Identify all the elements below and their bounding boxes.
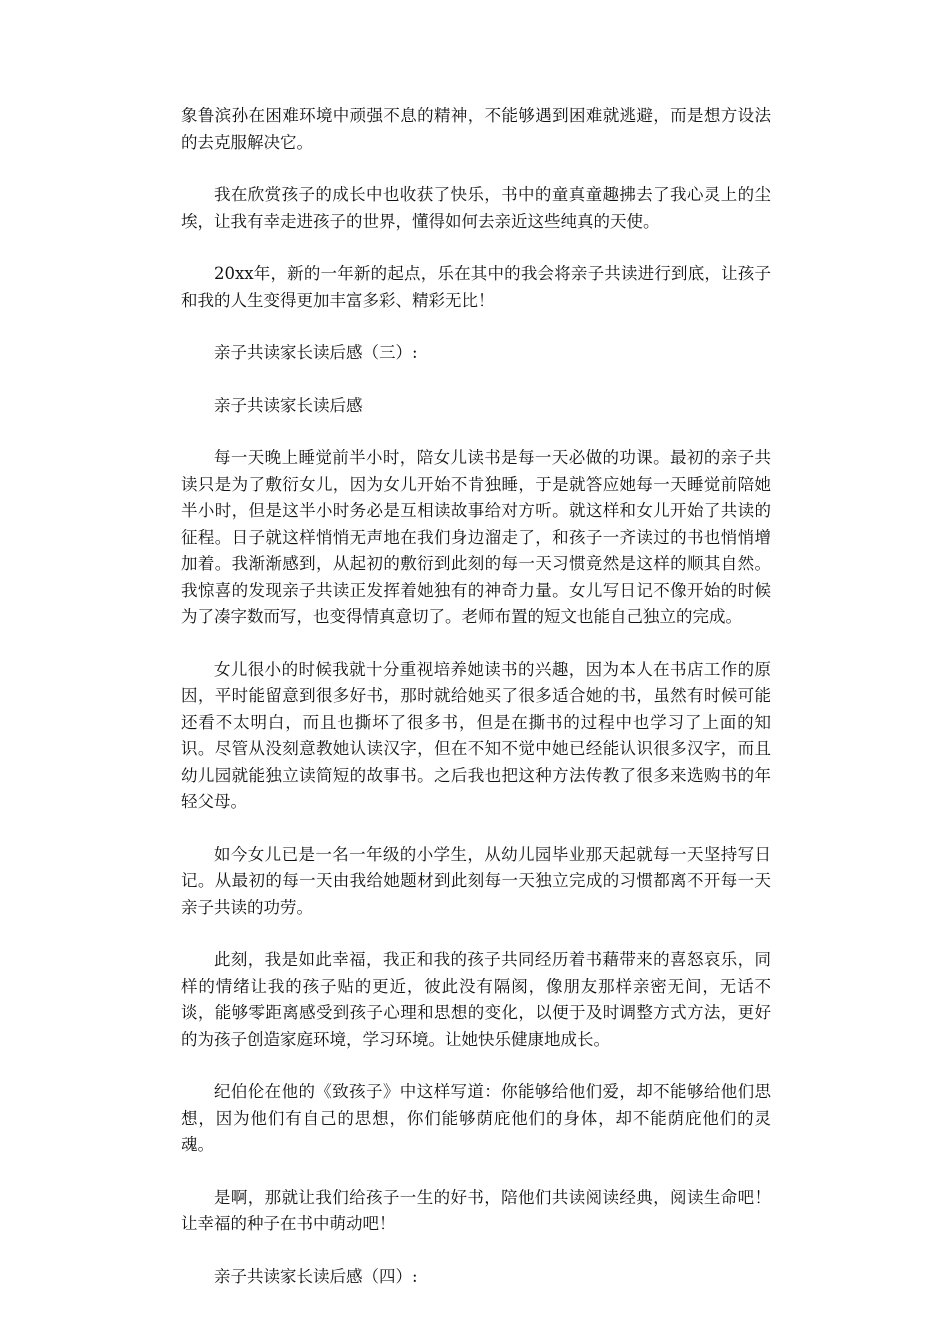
- paragraph: 纪伯伦在他的《致孩子》中这样写道：你能够给他们爱，却不能够给他们思想，因为他们有自己的思想，你们能够荫庇他们的身体，却不能荫庇他们的灵魂。: [181, 1082, 771, 1154]
- paragraph: 20xx年，新的一年新的起点，乐在其中的我会将亲子共读进行到底，让孩子和我的人生变得更加丰富多彩、精彩无比！: [181, 264, 771, 310]
- paragraph: 我在欣赏孩子的成长中也收获了快乐，书中的童真童趣拂去了我心灵上的尘埃，让我有幸走进孩子的世界，懂得如何去亲近这些纯真的天使。: [181, 185, 771, 231]
- paragraph-continuation: 象鲁滨孙在困难环境中顽强不息的精神，不能够遇到困难就逃避，而是想方设法的去克服解决它。: [181, 106, 771, 152]
- document-body: [181, 103, 771, 1316]
- paragraph: 女儿很小的时候我就十分重视培养她读书的兴趣，因为本人在书店工作的原因，平时能留意到很多好书，那时就给她买了很多适合她的书，虽然有时候可能还看不太明白，而且也撕坏了很多书，但是在撕书的过程中也学习了上面的知识。尽管从没刻意教她认读汉字，但在不知不觉中她已经能认识很多汉字，而且幼儿园就能独立读简短的故事书。之后我也把这种方法传教了很多来选购书的年轻父母。: [181, 659, 771, 811]
- section-title: 亲子共读家长读后感: [214, 395, 363, 415]
- section-heading: 亲子共读家长读后感（三）:: [214, 343, 418, 362]
- section-heading: 亲子共读家长读后感（四）:: [214, 1266, 418, 1286]
- paragraph: 每一天晚上睡觉前半小时，陪女儿读书是每一天必做的功课。最初的亲子共读只是为了敷衍女儿，因为女儿开始不肯独睡，于是就答应她每一天睡觉前陪她半小时，但是这半小时务必是互相读故事给对方听。就这样和女儿开始了共读的征程。日子就这样悄悄无声地在我们身边溜走了，和孩子一齐读过的书也悄悄增加着。我渐渐感到，从起初的敷衍到此刻的每一天习惯竟然是这样的顺其自然。我惊喜的发现亲子共读正发挥着她独有的神奇力量。女儿写日记不像开始的时候为了凑字数而写，也变得情真意切了。老师布置的短文也能自己独立的完成。: [181, 448, 771, 626]
- paragraph: 如今女儿已是一名一年级的小学生，从幼儿园毕业那天起就每一天坚持写日记。从最初的每一天由我给她题材到此刻每一天独立完成的习惯都离不开每一天亲子共读的功劳。: [181, 844, 771, 917]
- paragraph: 此刻，我是如此幸福，我正和我的孩子共同经历着书藉带来的喜怒哀乐，同样的情绪让我的孩子贴的更近，彼此没有隔阂，像朋友那样亲密无间，无话不谈，能够零距离感受到孩子心理和思想的变化，以便于及时调整方式方法，更好的为孩子创造家庭环境，学习环境。让她快乐健康地成长。: [181, 950, 771, 1049]
- paragraph: 是啊，那就让我们给孩子一生的好书，陪他们共读阅读经典，阅读生命吧！让幸福的种子在书中萌动吧！: [181, 1187, 771, 1233]
